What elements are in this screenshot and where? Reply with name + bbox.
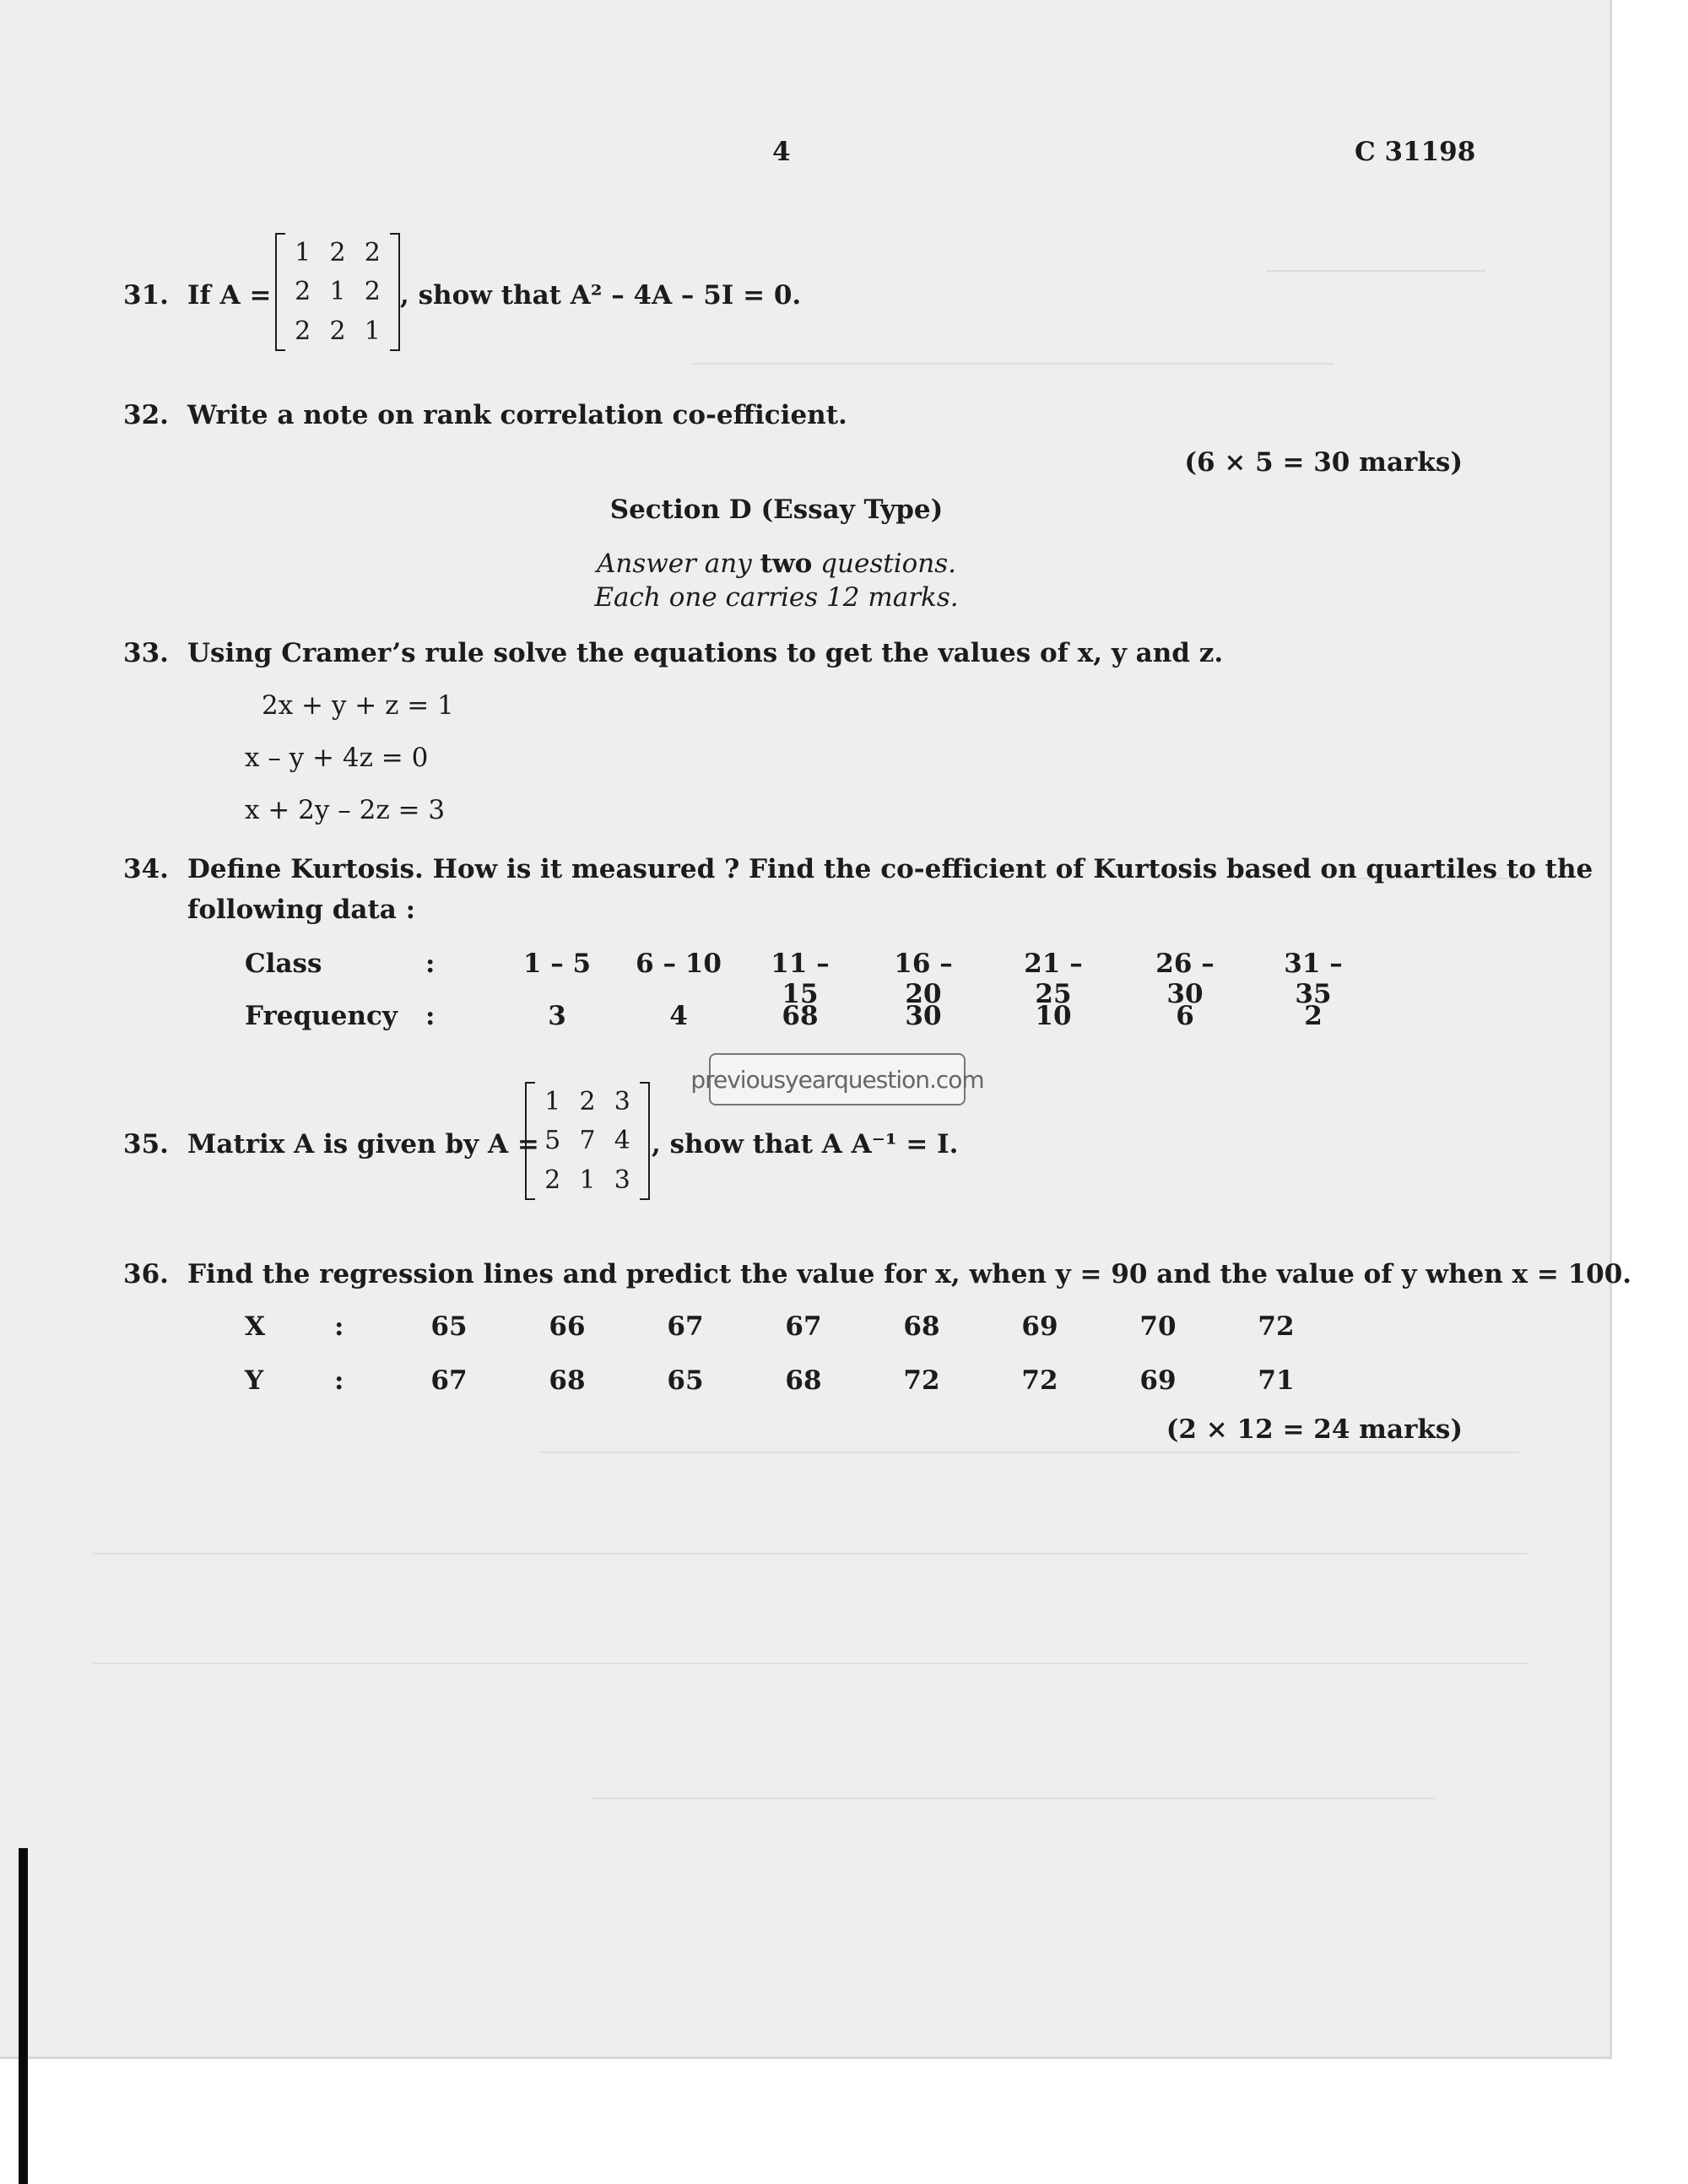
question-text: Define Kurtosis. How is it measured ? Find the co-efficient of Kurtosis based on quartiles to the — [187, 854, 1593, 884]
class-interval: 31 – 35 — [1284, 949, 1343, 1009]
y-value: 71 — [1258, 1365, 1295, 1396]
x-value: 69 — [1021, 1311, 1058, 1342]
question-text: Find the regression lines and predict the value for x, when y = 90 and the value of y when x = 100. — [187, 1259, 1632, 1289]
equation: x – y + 4z = 0 — [245, 743, 429, 773]
matrix-cell: 3 — [614, 1086, 630, 1116]
frequency-value: 3 — [548, 1001, 566, 1031]
matrix-cell: 2 — [329, 237, 346, 268]
section-instruction-2: Each one carries 12 marks. — [594, 582, 959, 613]
watermark: previousyearquestion.com — [709, 1053, 966, 1106]
matrix-cell: 1 — [544, 1086, 561, 1116]
paper-code: C 31198 — [1355, 137, 1476, 167]
matrix-cell: 4 — [614, 1126, 630, 1156]
frequency-value: 68 — [782, 1001, 819, 1031]
class-interval: 11 – 15 — [771, 949, 830, 1009]
question-number: 31. — [123, 280, 169, 311]
class-interval: 1 – 5 — [522, 949, 592, 979]
y-value: 72 — [1021, 1365, 1058, 1396]
table-row-label: X — [245, 1311, 266, 1342]
class-interval: 21 – 25 — [1024, 949, 1083, 1009]
y-value: 67 — [430, 1365, 468, 1396]
question-text-cont: following data : — [187, 895, 416, 925]
matrix-cell: 2 — [295, 316, 311, 347]
x-value: 67 — [667, 1311, 704, 1342]
table-row-label: Y — [245, 1365, 264, 1396]
section-title: Section D (Essay Type) — [609, 495, 944, 525]
matrix-cell: 2 — [329, 316, 346, 347]
x-value: 66 — [549, 1311, 586, 1342]
table-colon: : — [425, 1001, 436, 1031]
matrix-a — [275, 233, 400, 351]
y-value: 65 — [667, 1365, 704, 1396]
matrix-cell: 1 — [364, 316, 381, 347]
y-value: 69 — [1139, 1365, 1177, 1396]
x-value: 70 — [1139, 1311, 1177, 1342]
section-c-marks: (6 × 5 = 30 marks) — [1184, 447, 1463, 478]
question-number: 33. — [123, 638, 169, 668]
matrix-cell: 2 — [364, 237, 381, 268]
x-value: 72 — [1258, 1311, 1295, 1342]
matrix-cell: 5 — [544, 1126, 561, 1156]
matrix-a — [525, 1082, 650, 1200]
y-value: 72 — [903, 1365, 940, 1396]
matrix-cell: 3 — [614, 1165, 630, 1196]
question-tail: , show that A² – 4A – 5I = 0. — [400, 280, 802, 311]
table-colon: : — [334, 1365, 344, 1396]
question-lead: If A = — [187, 280, 272, 311]
table-colon: : — [334, 1311, 344, 1342]
section-instruction — [439, 549, 1114, 579]
question-text: Write a note on rank correlation co-efficient. — [187, 400, 847, 430]
x-value: 67 — [785, 1311, 822, 1342]
question-tail: , show that A A⁻¹ = I. — [652, 1129, 959, 1160]
matrix-cell: 2 — [579, 1086, 596, 1116]
y-value: 68 — [549, 1365, 586, 1396]
class-interval: 6 – 10 — [636, 949, 722, 979]
instruction-text: questions. — [812, 549, 956, 579]
scan-edge — [19, 1848, 28, 2184]
question-text: Using Cramer’s rule solve the equations to get the values of x, y and z. — [187, 638, 1224, 668]
section-d-marks: (2 × 12 = 24 marks) — [1166, 1414, 1463, 1445]
frequency-value: 6 — [1176, 1001, 1194, 1031]
x-value: 65 — [430, 1311, 468, 1342]
matrix-cell: 2 — [544, 1165, 561, 1196]
frequency-value: 2 — [1304, 1001, 1323, 1031]
matrix-cell: 1 — [579, 1165, 596, 1196]
page-number: 4 — [772, 137, 791, 167]
question-lead: Matrix A is given by A = — [187, 1129, 539, 1160]
table-row-label: Frequency — [245, 1001, 398, 1031]
frequency-value: 10 — [1035, 1001, 1072, 1031]
matrix-cell: 1 — [329, 277, 346, 307]
class-interval: 26 – 30 — [1155, 949, 1215, 1009]
question-number: 35. — [123, 1129, 169, 1160]
class-interval: 16 – 20 — [894, 949, 953, 1009]
matrix-cell: 2 — [364, 277, 381, 307]
question-number: 36. — [123, 1259, 169, 1289]
equation: x + 2y – 2z = 3 — [245, 795, 446, 825]
matrix-cell: 2 — [295, 277, 311, 307]
table-colon: : — [425, 949, 436, 979]
question-number: 34. — [123, 854, 169, 884]
matrix-cell: 1 — [295, 237, 311, 268]
y-value: 68 — [785, 1365, 822, 1396]
question-number: 32. — [123, 400, 169, 430]
frequency-value: 4 — [669, 1001, 688, 1031]
table-row-label: Class — [245, 949, 322, 979]
matrix-cell: 7 — [579, 1126, 596, 1156]
x-value: 68 — [903, 1311, 940, 1342]
instruction-text: Answer any — [596, 549, 760, 579]
frequency-value: 30 — [905, 1001, 942, 1031]
equation: 2x + y + z = 1 — [262, 690, 454, 721]
instruction-emphasis: two — [760, 549, 813, 579]
